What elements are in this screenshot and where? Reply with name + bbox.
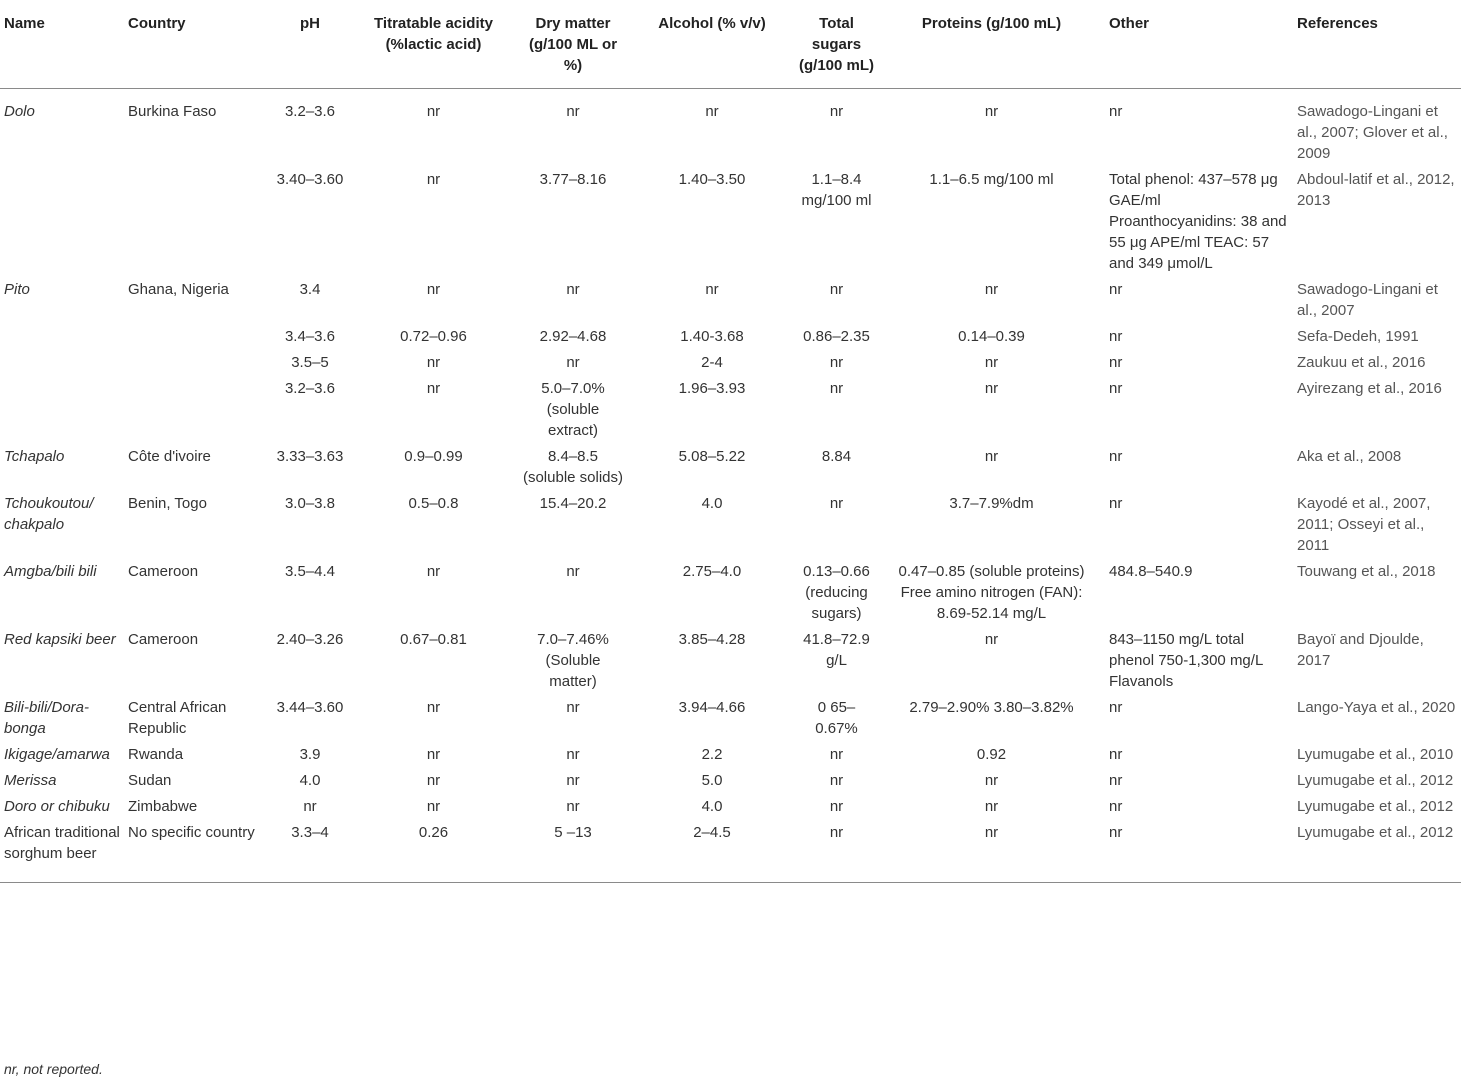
cell-proteins: 0.14–0.39: [958, 328, 1025, 345]
cell-proteins: nr: [984, 798, 999, 815]
cell-country: Zimbabwe: [128, 798, 198, 815]
table-row: [0, 694, 1461, 741]
cell-name: Tchapalo: [4, 448, 65, 465]
cell-acidity: nr: [426, 772, 441, 789]
cell-name: Merissa: [4, 772, 57, 789]
cell-acidity: nr: [426, 380, 441, 397]
cell-dry-matter: 2.92–4.68: [539, 328, 607, 345]
table-row: [0, 741, 1461, 767]
cell-alcohol: nr: [705, 103, 719, 120]
cell-ph: 3.44–3.60: [276, 699, 344, 716]
cell-ph: nr: [303, 798, 317, 815]
cell-other: nr: [1109, 448, 1123, 465]
cell-name: [0, 166, 124, 276]
cell-acidity: nr: [426, 563, 441, 580]
cell-acidity: nr: [426, 798, 441, 815]
cell-country: No specific country: [128, 824, 255, 841]
cell-sugars: 0.86–2.35: [803, 328, 870, 345]
cell-alcohol: 2-4: [701, 354, 723, 371]
cell-sugars: 8.84: [821, 448, 852, 465]
cell-acidity: 0.9–0.99: [404, 448, 463, 465]
cell-proteins: 0.47–0.85 (soluble proteins) Free amino nitrogen (FAN): 8.69-52.14 mg/L: [898, 563, 1085, 622]
cell-ph: 4.0: [299, 772, 321, 789]
cell-alcohol: 5.08–5.22: [678, 448, 746, 465]
cell-acidity: 0.67–0.81: [400, 631, 467, 648]
cell-ph: 3.4: [299, 281, 321, 298]
cell-acidity: 0.72–0.96: [400, 328, 467, 345]
cell-alcohol: 2.2: [701, 746, 723, 763]
cell-references: Bayoï and Djoulde, 2017: [1297, 631, 1424, 669]
table-row: [0, 276, 1461, 323]
cell-country: [124, 323, 270, 349]
cell-name: African traditional sorghum beer: [4, 824, 120, 862]
header-acidity: Titratable acidity (%lactic acid): [374, 15, 493, 53]
table-row: [0, 793, 1461, 819]
cell-country: Cameroon: [128, 631, 199, 648]
header-ph: pH: [300, 15, 320, 32]
cell-acidity: nr: [426, 103, 441, 120]
cell-country: Rwanda: [128, 746, 184, 763]
cell-alcohol: 4.0: [701, 798, 723, 815]
cell-name: Ikigage/amarwa: [4, 746, 110, 763]
cell-proteins: nr: [984, 448, 999, 465]
cell-sugars: nr: [829, 746, 844, 763]
cell-alcohol: 3.94–4.66: [678, 699, 746, 716]
cell-other: nr: [1109, 824, 1123, 841]
cell-name: Bili-bili/Dora-bonga: [4, 699, 90, 737]
cell-dry-matter: nr: [566, 798, 580, 815]
cell-sugars: nr: [829, 824, 844, 841]
cell-alcohol: 1.40–3.50: [678, 171, 746, 188]
cell-dry-matter: 8.4–8.5 (soluble solids): [522, 448, 624, 486]
cell-references: Abdoul-latif et al., 2012, 2013: [1297, 171, 1455, 209]
cell-proteins: nr: [984, 631, 999, 648]
cell-name: Dolo: [4, 103, 35, 120]
table-row: [0, 166, 1461, 276]
cell-ph: 3.0–3.8: [284, 495, 336, 512]
header-dry-matter: Dry matter (g/100 ML or %): [528, 15, 618, 74]
cell-references: Kayodé et al., 2007, 2011; Osseyi et al., 2011: [1297, 495, 1431, 554]
cell-other: nr: [1109, 354, 1123, 371]
cell-name: Tchoukoutou/ chakpalo: [4, 495, 94, 533]
cell-other: Total phenol: 437–578 μg GAE/ml Proanthocyanidins: 38 and 55 μg APE/ml TEAC: 57 and 349 μmol/L: [1109, 171, 1287, 272]
header-sugars: Total sugars (g/100 mL): [799, 15, 875, 74]
cell-name: Pito: [4, 281, 30, 298]
cell-dry-matter: nr: [566, 699, 580, 716]
cell-acidity: nr: [426, 699, 441, 716]
cell-ph: 3.4–3.6: [284, 328, 336, 345]
cell-acidity: nr: [426, 746, 441, 763]
cell-country: Burkina Faso: [128, 103, 217, 120]
cell-sugars: nr: [829, 103, 844, 120]
cell-ph: 3.33–3.63: [276, 448, 344, 465]
cell-acidity: nr: [426, 354, 441, 371]
cell-references: Sefa-Dedeh, 1991: [1297, 328, 1419, 345]
cell-ph: 3.2–3.6: [284, 380, 336, 397]
cell-proteins: nr: [984, 354, 999, 371]
cell-references: Lyumugabe et al., 2010: [1297, 746, 1454, 763]
cell-sugars: nr: [829, 380, 844, 397]
cell-ph: 3.9: [299, 746, 321, 763]
cell-alcohol: nr: [705, 281, 719, 298]
cell-proteins: nr: [984, 281, 999, 298]
cell-other: nr: [1109, 328, 1123, 345]
cell-alcohol: 4.0: [701, 495, 723, 512]
cell-references: Aka et al., 2008: [1297, 448, 1402, 465]
table-row: [0, 490, 1461, 558]
cell-other: nr: [1109, 699, 1123, 716]
cell-sugars: nr: [829, 495, 844, 512]
table-row: [0, 443, 1461, 490]
header-alcohol: Alcohol (% v/v): [658, 15, 766, 32]
cell-references: Sawadogo-Lingani et al., 2007; Glover et al., 2009: [1297, 103, 1448, 162]
cell-name: Red kapsiki beer: [4, 631, 116, 648]
cell-other: nr: [1109, 380, 1123, 397]
cell-other: nr: [1109, 103, 1123, 120]
cell-references: Zaukuu et al., 2016: [1297, 354, 1426, 371]
table-row: [0, 767, 1461, 793]
cell-alcohol: 3.85–4.28: [678, 631, 746, 648]
cell-acidity: nr: [426, 171, 441, 188]
beer-properties-table: [0, 7, 1461, 883]
cell-proteins: nr: [984, 824, 999, 841]
cell-other: nr: [1109, 746, 1123, 763]
table-row: [0, 89, 1461, 167]
cell-dry-matter: 15.4–20.2: [539, 495, 607, 512]
header-name: Name: [4, 15, 45, 32]
cell-proteins: nr: [984, 103, 999, 120]
cell-other: 843–1150 mg/L total phenol 750-1,300 mg/L Flavanols: [1109, 631, 1263, 690]
cell-ph: 3.3–4: [291, 824, 329, 841]
cell-references: Ayirezang et al., 2016: [1297, 380, 1442, 397]
cell-dry-matter: nr: [566, 354, 580, 371]
cell-dry-matter: nr: [566, 281, 580, 298]
header-references: References: [1297, 15, 1378, 32]
table-row: [0, 819, 1461, 883]
header-other: Other: [1109, 15, 1150, 32]
table-row: [0, 375, 1461, 443]
table-row: [0, 558, 1461, 626]
cell-dry-matter: 3.77–8.16: [539, 171, 607, 188]
cell-references: Lango-Yaya et al., 2020: [1297, 699, 1456, 716]
cell-country: Ghana, Nigeria: [128, 281, 229, 298]
cell-sugars: nr: [829, 772, 844, 789]
header-proteins: Proteins (g/100 mL): [921, 15, 1062, 32]
cell-sugars: 41.8–72.9 g/L: [803, 631, 870, 669]
cell-references: Lyumugabe et al., 2012: [1297, 798, 1454, 815]
cell-other: nr: [1109, 495, 1123, 512]
cell-dry-matter: 7.0–7.46% (Soluble matter): [537, 631, 609, 690]
cell-dry-matter: nr: [566, 772, 580, 789]
cell-references: Sawadogo-Lingani et al., 2007: [1297, 281, 1438, 319]
cell-name: [0, 375, 124, 443]
cell-sugars: nr: [829, 281, 844, 298]
table-body: [0, 89, 1461, 883]
cell-proteins: 0.92: [976, 746, 1007, 763]
cell-country: Cameroon: [128, 563, 199, 580]
header-row: [0, 7, 1461, 89]
cell-sugars: nr: [829, 354, 844, 371]
cell-country: [124, 349, 270, 375]
cell-acidity: 0.5–0.8: [408, 495, 459, 512]
cell-alcohol: 1.96–3.93: [678, 380, 746, 397]
cell-sugars: nr: [829, 798, 844, 815]
cell-proteins: nr: [984, 380, 999, 397]
header-country: Country: [128, 15, 186, 32]
cell-country: [124, 375, 270, 443]
cell-proteins: 3.7–7.9%dm: [949, 495, 1034, 512]
cell-dry-matter: nr: [566, 563, 580, 580]
cell-sugars: 1.1–8.4 mg/100 ml: [801, 171, 872, 209]
cell-ph: 3.5–4.4: [284, 563, 336, 580]
cell-proteins: 2.79–2.90% 3.80–3.82%: [909, 699, 1074, 716]
cell-name: [0, 349, 124, 375]
table-row: [0, 323, 1461, 349]
cell-dry-matter: nr: [566, 746, 580, 763]
cell-ph: 2.40–3.26: [276, 631, 344, 648]
cell-references: Lyumugabe et al., 2012: [1297, 772, 1454, 789]
cell-ph: 3.2–3.6: [284, 103, 336, 120]
cell-proteins: 1.1–6.5 mg/100 ml: [929, 171, 1054, 188]
cell-ph: 3.5–5: [291, 354, 329, 371]
cell-other: nr: [1109, 772, 1123, 789]
cell-alcohol: 5.0: [701, 772, 723, 789]
cell-name: [0, 323, 124, 349]
cell-sugars: 0 65–0.67%: [815, 699, 858, 737]
cell-alcohol: 2.75–4.0: [682, 563, 742, 580]
table-row: [0, 349, 1461, 375]
cell-alcohol: 1.40-3.68: [680, 328, 744, 345]
cell-references: Lyumugabe et al., 2012: [1297, 824, 1454, 841]
cell-proteins: nr: [984, 772, 999, 789]
cell-name: Amgba/bili bili: [4, 563, 97, 580]
cell-dry-matter: 5 –13: [554, 824, 592, 841]
cell-ph: 3.40–3.60: [276, 171, 344, 188]
cell-country: Côte d'ivoire: [128, 448, 211, 465]
cell-country: Benin, Togo: [128, 495, 207, 512]
cell-dry-matter: 5.0–7.0% (soluble extract): [541, 380, 605, 439]
footnote: nr, not reported.: [4, 1061, 103, 1077]
cell-country: [124, 166, 270, 276]
cell-references: Touwang et al., 2018: [1297, 563, 1436, 580]
cell-sugars: 0.13–0.66 (reducing sugars): [803, 563, 870, 622]
cell-name: Doro or chibuku: [4, 798, 110, 815]
cell-country: Central African Republic: [128, 699, 227, 737]
cell-other: nr: [1109, 281, 1123, 298]
cell-alcohol: 2–4.5: [693, 824, 731, 841]
cell-country: Sudan: [128, 772, 172, 789]
cell-acidity: 0.26: [418, 824, 449, 841]
cell-other: nr: [1109, 798, 1123, 815]
table-row: [0, 626, 1461, 694]
cell-dry-matter: nr: [566, 103, 580, 120]
cell-acidity: nr: [426, 281, 441, 298]
cell-other: 484.8–540.9: [1109, 563, 1193, 580]
